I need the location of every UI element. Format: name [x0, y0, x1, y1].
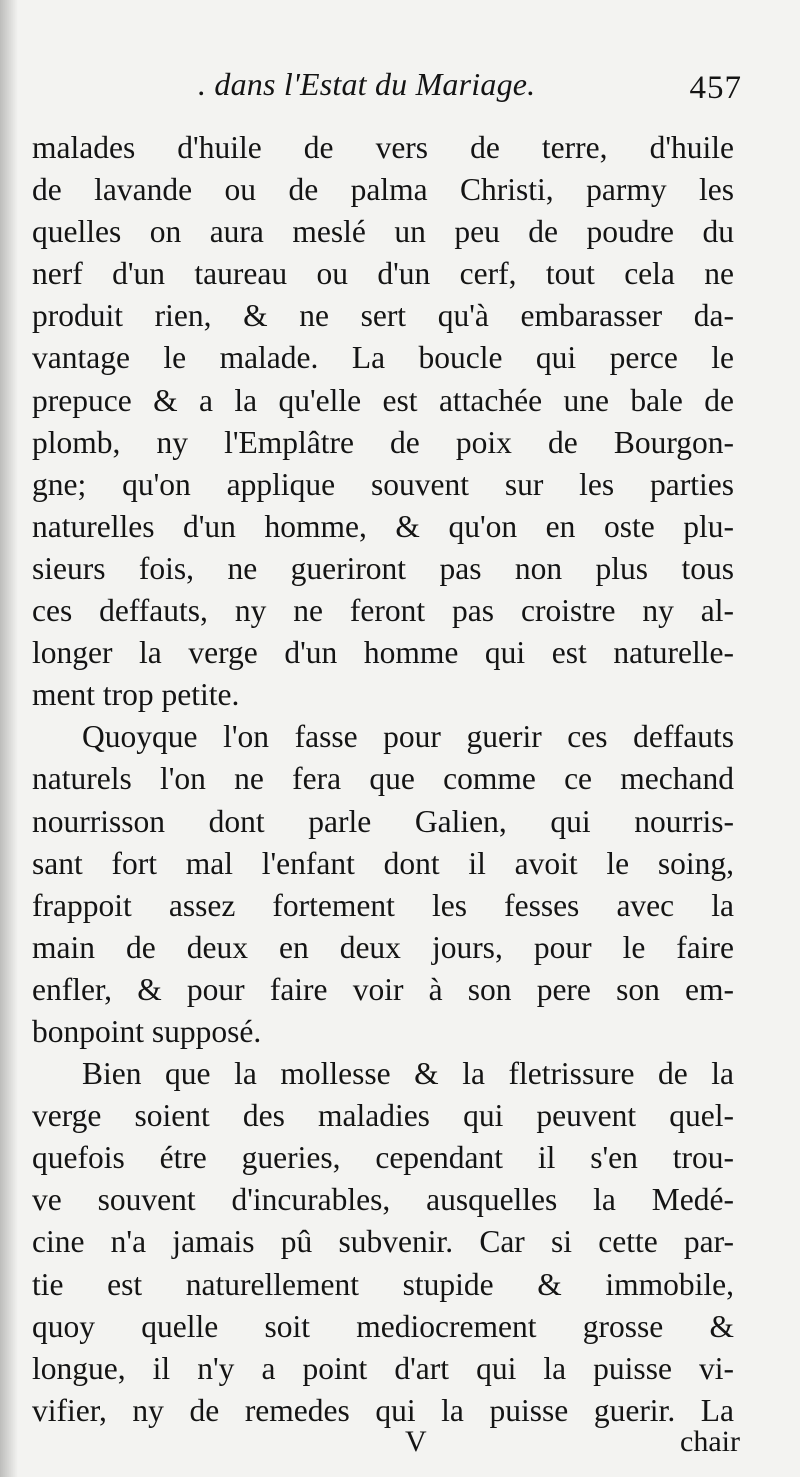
- text-line: verge soient des maladies qui peuvent quel-: [32, 1098, 734, 1134]
- page-header: [28, 66, 742, 120]
- text-line: ment trop petite.: [32, 677, 240, 713]
- text-line: quefois étre gueries, cependant il s'en trou-: [32, 1140, 734, 1176]
- text-line: malades d'huile de vers de terre, d'huile: [32, 130, 734, 165]
- body-text: [32, 127, 734, 1432]
- text-line: sant fort mal l'enfant dont il avoit le soing,: [32, 845, 734, 881]
- signature-mark: V: [405, 1425, 427, 1458]
- text-line: gne; qu'on applique souvent sur les parties: [32, 466, 734, 502]
- text-line: main de deux en deux jours, pour le faire: [32, 929, 734, 965]
- text-line: longue, il n'y a point d'art qui la puisse vi-: [32, 1350, 734, 1386]
- text-line: frappoit assez fortement les fesses avec la: [32, 887, 734, 923]
- text-line: naturelles d'un homme, & qu'on en oste plu-: [32, 508, 734, 544]
- text-line: ve souvent d'incurables, ausquelles la Medé-: [32, 1182, 734, 1218]
- text-line: vantage le malade. La boucle qui perce le: [32, 340, 734, 376]
- text-line: sieurs fois, ne gueriront pas non plus tous: [32, 550, 734, 586]
- text-line: quelles on aura meslé un peu de poudre du: [32, 214, 734, 250]
- text-line: vifier, ny de remedes qui la puisse guerir. La: [32, 1392, 734, 1428]
- text-line: de lavande ou de palma Christi, parmy les: [32, 172, 734, 208]
- text-line: tie est naturellement stupide & immobile,: [32, 1266, 734, 1302]
- text-line: produit rien, & ne sert qu'à embarasser da-: [32, 298, 734, 334]
- text-line: Bien que la mollesse & la fletrissure de la: [82, 1056, 734, 1092]
- text-line: quoy quelle soit mediocrement grosse &: [32, 1308, 734, 1344]
- page-footer: [30, 1420, 740, 1464]
- text-line: nourrisson dont parle Galien, qui nourris-: [32, 803, 734, 839]
- text-line: longer la verge d'un homme qui est naturelle-: [32, 635, 734, 671]
- text-line: enfler, & pour faire voir à son pere son em-: [32, 971, 734, 1007]
- text-line: cine n'a jamais pû subvenir. Car si cette par-: [32, 1224, 734, 1260]
- text-line: bonpoint supposé.: [32, 1013, 262, 1049]
- text-line: plomb, ny l'Emplâtre de poix de Bourgon-: [32, 424, 734, 460]
- text-line: ces deffauts, ny ne feront pas croistre ny al-: [32, 593, 734, 629]
- text-line: nerf d'un taureau ou d'un cerf, tout cela ne: [32, 256, 734, 292]
- text-line: Quoyque l'on fasse pour guerir ces deffauts: [82, 719, 734, 755]
- text-line: prepuce & a la qu'elle est attachée une bale de: [32, 382, 734, 418]
- text-line: naturels l'on ne fera que comme ce mechand: [32, 761, 734, 797]
- running-title: . dans l'Estat du Mariage.: [198, 66, 536, 102]
- catchword: chair: [680, 1425, 740, 1458]
- page-number: 457: [689, 70, 742, 106]
